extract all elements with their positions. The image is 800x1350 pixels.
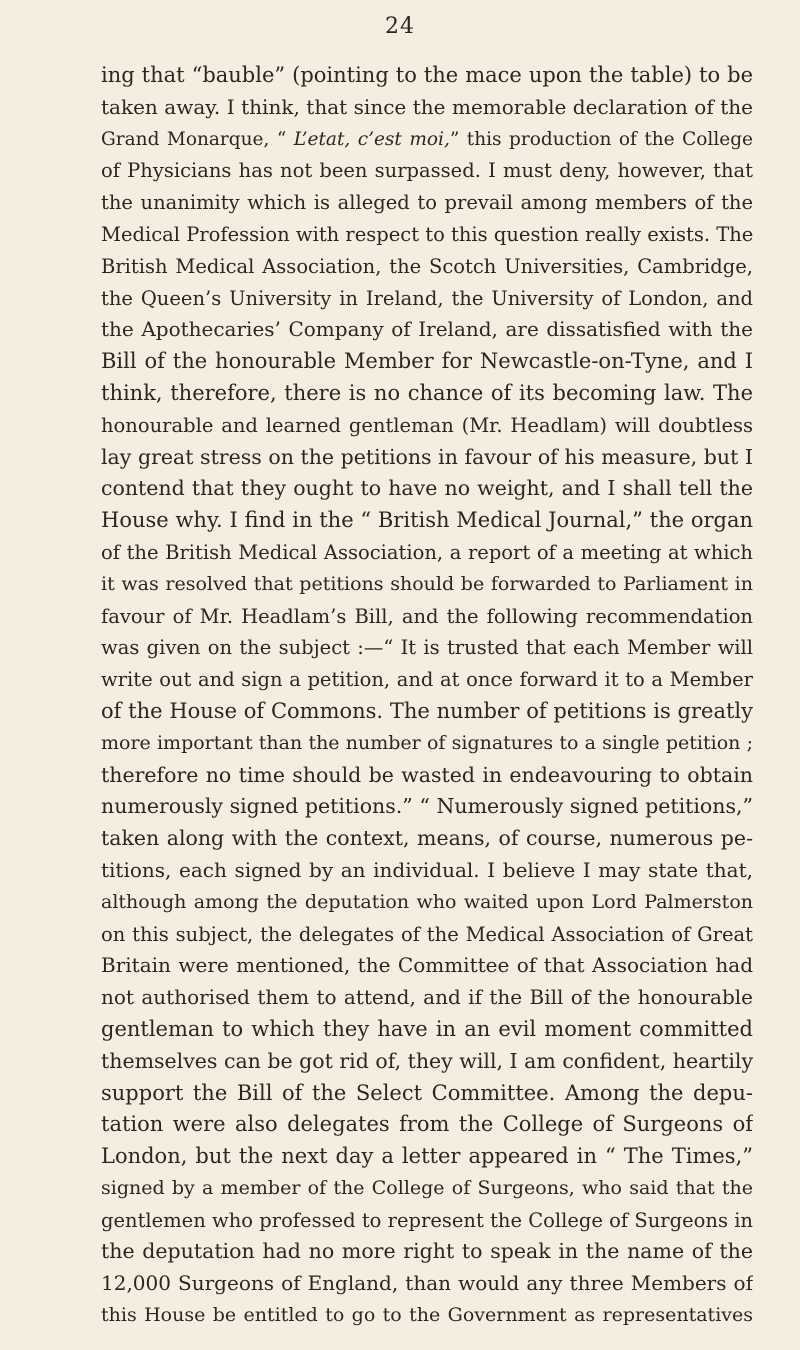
text-line: gentlemen who professed to represent the College of Surgeons in: [101, 1208, 753, 1232]
text-line: London, but the next day a letter appeared in “ The Times,”: [101, 1144, 753, 1169]
text-line: British Medical Association, the Scotch Universities, Cambridge,: [101, 254, 753, 278]
italic-phrase: L’etat, c’est moi,: [293, 128, 450, 150]
text-line: of Physicians has not been surpassed. I must deny, however, that: [101, 159, 753, 183]
text-line: contend that they ought to have no weight, and I shall tell the: [101, 476, 753, 501]
text-line: Bill of the honourable Member for Newcastle-on-Tyne, and I: [101, 349, 753, 374]
text-line: the deputation had no more right to speak in the name of the: [101, 1239, 753, 1264]
text-line: lay great stress on the petitions in favour of his measure, but I: [101, 444, 753, 469]
page-number: 24: [385, 14, 415, 39]
text-line: signed by a member of the College of Surgeons, who said that the: [101, 1176, 753, 1199]
text-line: themselves can be got rid of, they will, I am confident, heartily: [101, 1048, 753, 1073]
text-line: taken along with the context, means, of course, numerous pe-: [101, 826, 753, 851]
text-line: favour of Mr. Headlam’s Bill, and the following recommendation: [101, 604, 753, 628]
text-line: Medical Profession with respect to this question really exists. The: [101, 222, 753, 246]
text-line: House why. I find in the “ British Medical Journal,” the organ: [101, 508, 753, 533]
body-text: [101, 60, 753, 1332]
text-line: the Queen’s University in Ireland, the University of London, and: [101, 286, 753, 310]
text-line: was given on the subject :—“ It is trusted that each Member will: [101, 636, 753, 660]
text-line: taken away. I think, that since the memorable declaration of the: [101, 94, 753, 119]
text-line: titions, each signed by an individual. I believe I may state that,: [101, 857, 753, 882]
text-line: think, therefore, there is no chance of its becoming law. The: [101, 380, 753, 405]
text-line: therefore no time should be wasted in endeavouring to obtain: [101, 762, 753, 787]
text-line: this House be entitled to go to the Government as representatives: [101, 1304, 753, 1327]
text-line: support the Bill of the Select Committee. Among the depu-: [101, 1080, 753, 1105]
text-line: of the British Medical Association, a report of a meeting at which: [101, 540, 753, 564]
text-line: 12,000 Surgeons of England, than would any three Members of: [101, 1271, 753, 1296]
text-line: numerously signed petitions.” “ Numerously signed petitions,”: [101, 794, 753, 819]
text-line: gentleman to which they have in an evil moment committed: [101, 1016, 753, 1041]
text-line: write out and sign a petition, and at once forward it to a Member: [101, 668, 753, 692]
text-line: although among the deputation who waited upon Lord Palmerston: [101, 890, 753, 913]
text-line: ing that “bauble” (pointing to the mace upon the table) to be: [101, 63, 753, 87]
text-line: not authorised them to attend, and if the Bill of the honourable: [101, 985, 753, 1010]
text-line: Britain were mentioned, the Committee of that Association had: [101, 953, 753, 978]
text-line: on this subject, the delegates of the Medical Association of Great: [101, 922, 753, 946]
text-line: honourable and learned gentleman (Mr. Headlam) will doubtless: [101, 413, 753, 437]
text-line: the unanimity which is alleged to prevail among members of the: [101, 191, 753, 215]
text-line: it was resolved that petitions should be forwarded to Parliament in: [101, 572, 753, 595]
text-line: the Apothecaries’ Company of Ireland, are dissatisfied with the: [101, 317, 753, 342]
text-line: Grand Monarque, “ L’etat, c’est moi,” this production of the College: [101, 128, 753, 150]
text-line: more important than the number of signatures to a single petition ;: [101, 731, 753, 754]
text-line: tation were also delegates from the College of Surgeons of: [101, 1112, 753, 1137]
text-line: of the House of Commons. The number of petitions is greatly: [101, 698, 753, 723]
